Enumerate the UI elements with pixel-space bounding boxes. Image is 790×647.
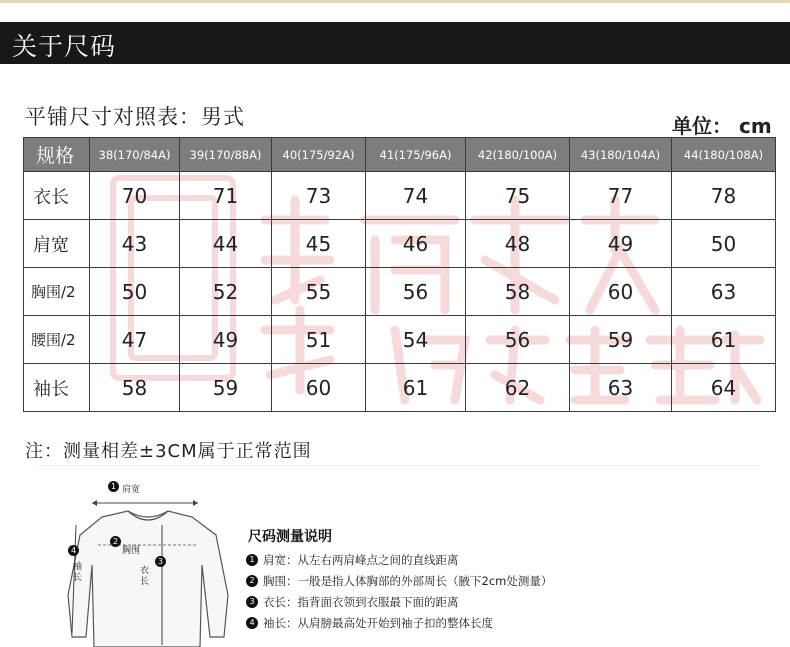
table-header-row (24, 138, 776, 172)
table-cell: 75 (466, 172, 570, 220)
diagram-label-length: 衣长 (140, 566, 150, 587)
table-cell: 44 (180, 220, 272, 268)
table-cell: 71 (180, 172, 272, 220)
table-row (24, 220, 776, 268)
table-cell: 45 (272, 220, 366, 268)
table-cell: 50 (672, 220, 776, 268)
table-cell: 61 (672, 316, 776, 364)
header-size: 41(175/96A) (366, 138, 466, 172)
table-cell: 62 (466, 364, 570, 412)
row-label: 衣长 (24, 172, 90, 220)
item-text: 肩宽：从左右两肩峰点之间的直线距离 (263, 552, 459, 567)
table-cell: 56 (466, 316, 570, 364)
row-label: 肩宽 (24, 220, 90, 268)
header-size: 39(170/88A) (180, 138, 272, 172)
diagram-number-3: 3 (155, 556, 166, 567)
top-accent-line (0, 0, 790, 3)
table-cell: 55 (272, 268, 366, 316)
list-item (246, 549, 552, 570)
item-number: 4 (246, 617, 258, 629)
table-cell: 73 (272, 172, 366, 220)
item-number: 3 (246, 596, 258, 608)
table-row (24, 268, 776, 316)
table-cell: 58 (466, 268, 570, 316)
header-size: 38(170/84A) (90, 138, 180, 172)
table-cell: 77 (570, 172, 672, 220)
table-cell: 64 (672, 364, 776, 412)
table-cell: 52 (180, 268, 272, 316)
header-size: 44(180/108A) (672, 138, 776, 172)
table-cell: 43 (90, 220, 180, 268)
list-item (246, 612, 552, 633)
size-table (23, 137, 776, 412)
section-header (0, 22, 790, 64)
table-cell: 70 (90, 172, 180, 220)
header-corner: 规格 (24, 138, 90, 172)
table-row (24, 316, 776, 364)
table-cell: 56 (366, 268, 466, 316)
measurement-guide-title: 尺码测量说明 (248, 529, 332, 545)
table-cell: 59 (570, 316, 672, 364)
diagram-label-sleeve: 袖长 (73, 562, 83, 583)
table-cell: 60 (570, 268, 672, 316)
diagram-number-4: 4 (68, 545, 79, 556)
table-cell: 60 (272, 364, 366, 412)
section-title: 关于尺码 (12, 32, 117, 61)
diagram-label-shoulder: 肩宽 (122, 485, 141, 495)
item-number: 2 (246, 575, 258, 587)
table-row (24, 364, 776, 412)
table-cell: 47 (90, 316, 180, 364)
table-cell: 48 (466, 220, 570, 268)
measurement-guide-list (246, 549, 552, 633)
table-subtitle: 平铺尺寸对照表：男式 (25, 105, 245, 129)
diagram-number-2: 2 (110, 536, 121, 547)
table-cell: 59 (180, 364, 272, 412)
table-cell: 61 (366, 364, 466, 412)
item-number: 1 (246, 554, 258, 566)
row-label: 腰围/2 (24, 316, 90, 364)
diagram-number-1: 1 (108, 481, 119, 492)
table-cell: 49 (570, 220, 672, 268)
row-label: 胸围/2 (24, 268, 90, 316)
unit-label: 单位： cm (672, 114, 772, 138)
diagram-label-chest: 胸围 (122, 546, 141, 556)
row-label: 袖长 (24, 364, 90, 412)
table-cell: 78 (672, 172, 776, 220)
header-size: 40(175/92A) (272, 138, 366, 172)
table-cell: 74 (366, 172, 466, 220)
table-cell: 58 (90, 364, 180, 412)
list-item (246, 591, 552, 612)
header-size: 43(180/104A) (570, 138, 672, 172)
header-size: 42(180/100A) (466, 138, 570, 172)
table-cell: 54 (366, 316, 466, 364)
list-item (246, 570, 552, 591)
item-text: 衣长：指背面衣领到衣服最下面的距离 (263, 594, 459, 609)
table-cell: 49 (180, 316, 272, 364)
item-text: 袖长：从肩膀最高处开始到袖子扣的整体长度 (263, 615, 493, 630)
item-text: 胸围：一般是指人体胸部的外部周长（腋下2cm处测量） (263, 573, 553, 588)
table-cell: 63 (672, 268, 776, 316)
table-row (24, 172, 776, 220)
table-cell: 63 (570, 364, 672, 412)
table-cell: 51 (272, 316, 366, 364)
table-cell: 46 (366, 220, 466, 268)
tolerance-note: 注：测量相差±3CM属于正常范围 (25, 441, 312, 462)
table-cell: 50 (90, 268, 180, 316)
